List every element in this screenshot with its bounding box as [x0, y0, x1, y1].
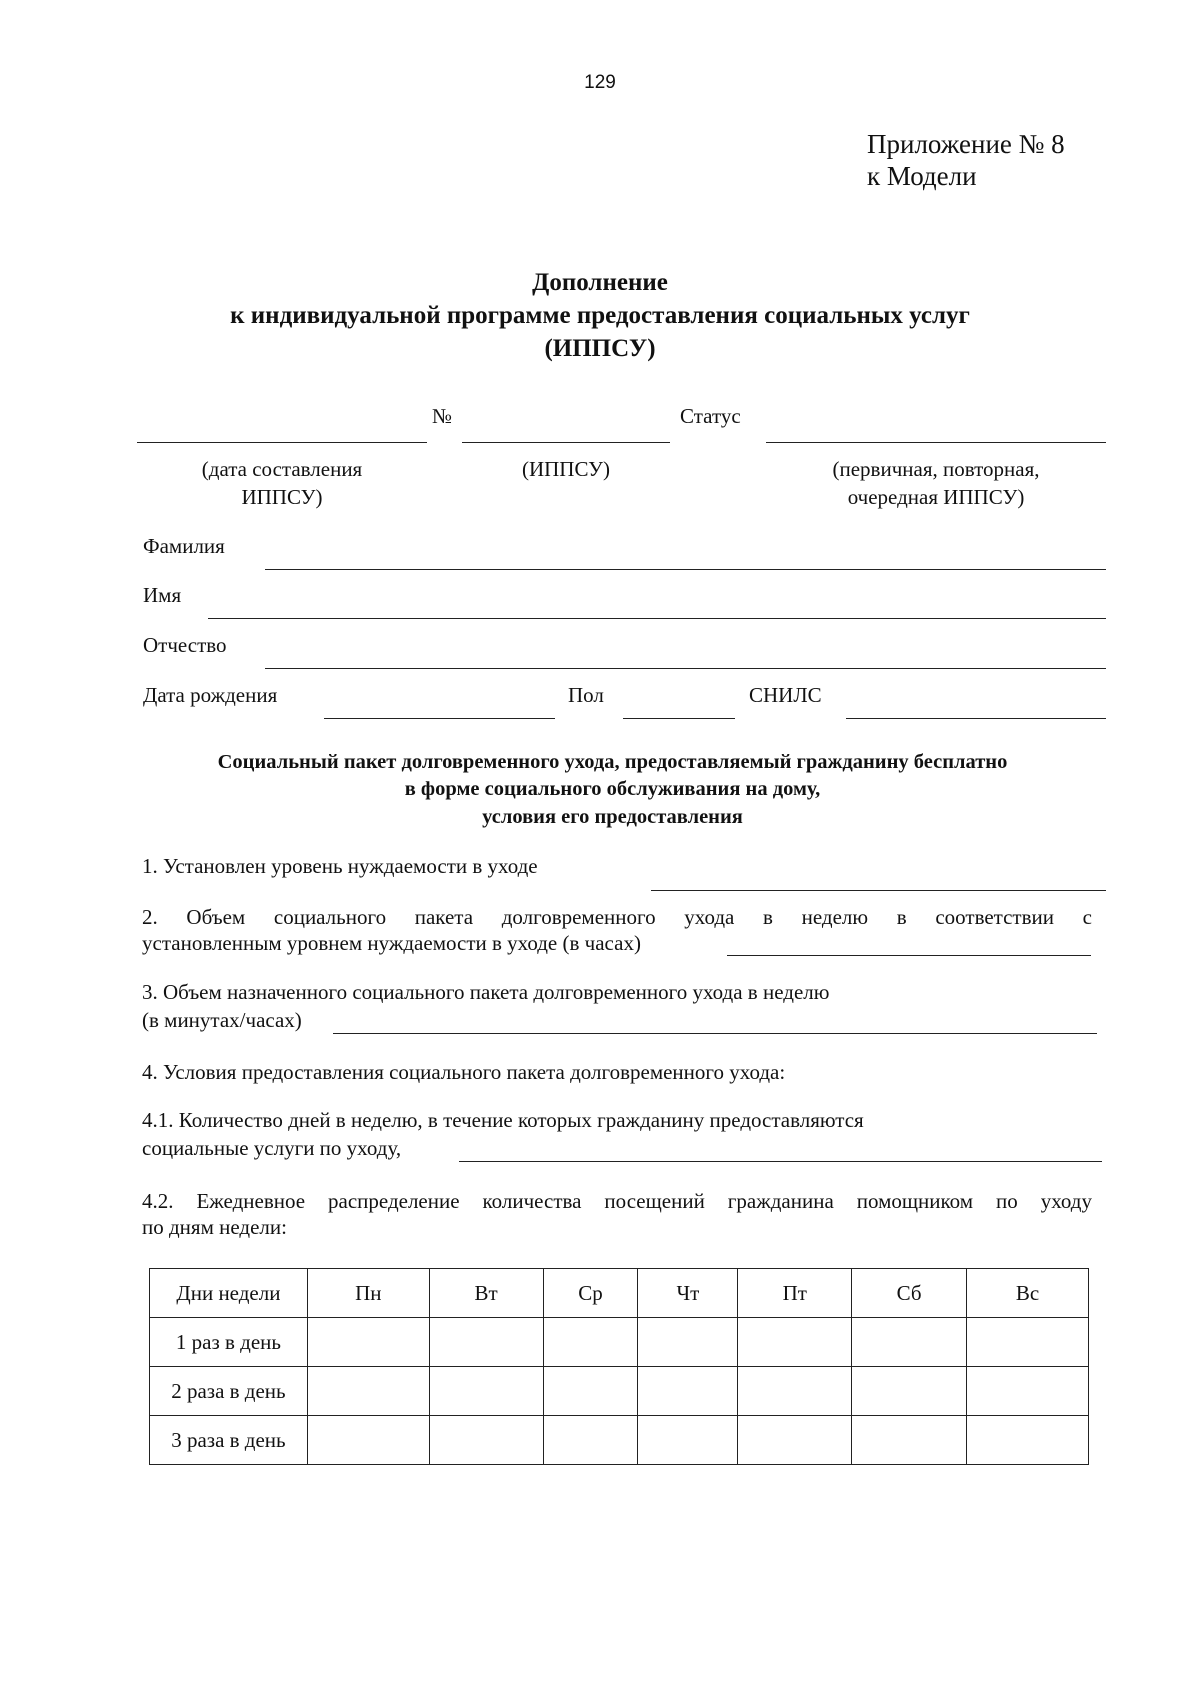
annex-number: Приложение № 8 [867, 129, 1065, 159]
patronymic-field-line[interactable] [265, 668, 1106, 669]
table-cell[interactable] [638, 1318, 738, 1367]
snils-label: СНИЛС [749, 683, 822, 707]
item-4-1-line1: 4.1. Количество дней в неделю, в течение которых гражданину предоставляются [142, 1108, 864, 1132]
sex-label: Пол [568, 683, 604, 707]
table-cell[interactable] [738, 1367, 852, 1416]
table-cell[interactable] [543, 1416, 638, 1465]
page-number: 129 [584, 72, 616, 93]
status-caption: (первичная, повторная, очередная ИППСУ) [832, 457, 1040, 509]
document-title: Дополнение [532, 269, 668, 296]
table-cell[interactable] [852, 1318, 967, 1367]
surname-field-line[interactable] [265, 569, 1106, 570]
name-field-line[interactable] [208, 618, 1106, 619]
table-cell[interactable] [852, 1367, 967, 1416]
section-title-line3: условия его предоставления [482, 806, 743, 828]
table-cell[interactable] [967, 1416, 1089, 1465]
item-4-text: 4. Условия предоставления социального пакета долговременного ухода: [142, 1060, 786, 1084]
table-header-cell: Вс [967, 1269, 1089, 1318]
table-row [150, 1318, 1089, 1367]
table-cell[interactable] [738, 1416, 852, 1465]
section-title-line1: Социальный пакет долговременного ухода, предоставляемый гражданину бесплатно [217, 751, 1008, 773]
item-2-line1: 2. Объем социального пакета долговременного ухода в неделю в соответствии с [142, 905, 1092, 929]
table-cell[interactable] [967, 1318, 1089, 1367]
table-header-cell: Сб [852, 1269, 967, 1318]
table-cell[interactable] [638, 1416, 738, 1465]
table-row [150, 1416, 1089, 1465]
date-field-line[interactable] [137, 442, 427, 443]
row-label: 1 раз в день [150, 1318, 308, 1367]
table-cell[interactable] [543, 1367, 638, 1416]
status-label: Статус [680, 404, 741, 428]
table-header-cell: Ср [543, 1269, 638, 1318]
table-cell[interactable] [307, 1416, 429, 1465]
days-per-week-field-line[interactable] [459, 1161, 1102, 1162]
visits-table [149, 1268, 1089, 1465]
table-header-cell: Пн [307, 1269, 429, 1318]
ippsu-caption: (ИППСУ) [521, 457, 611, 481]
table-cell[interactable] [967, 1367, 1089, 1416]
table-header-cell: Пт [738, 1269, 852, 1318]
document-abbreviation: (ИППСУ) [544, 335, 656, 362]
surname-label: Фамилия [143, 534, 225, 558]
table-cell[interactable] [307, 1318, 429, 1367]
item-3-line1: 3. Объем назначенного социального пакета долговременного ухода в неделю [142, 980, 830, 1004]
section-title-line2: в форме социального обслуживания на дому, [404, 778, 821, 800]
document-subtitle: к индивидуальной программе предоставления социальных услуг [230, 302, 970, 329]
number-field-line[interactable] [462, 442, 670, 443]
assigned-volume-field-line[interactable] [333, 1033, 1097, 1034]
table-header-cell: Чт [638, 1269, 738, 1318]
snils-field-line[interactable] [846, 718, 1106, 719]
number-label: № [432, 404, 453, 428]
annex-reference: к Модели [867, 161, 977, 191]
date-caption: (дата составления ИППСУ) [201, 457, 363, 509]
table-header-cell: Вт [429, 1269, 543, 1318]
table-cell[interactable] [638, 1367, 738, 1416]
table-cell[interactable] [307, 1367, 429, 1416]
item-3-line2: (в минутах/часах) [142, 1008, 302, 1032]
table-header-cell: Дни недели [150, 1269, 308, 1318]
status-field-line[interactable] [766, 442, 1106, 443]
birth-date-field-line[interactable] [324, 718, 555, 719]
table-cell[interactable] [429, 1367, 543, 1416]
row-label: 3 раза в день [150, 1416, 308, 1465]
sex-field-line[interactable] [623, 718, 735, 719]
patronymic-label: Отчество [143, 633, 227, 657]
table-cell[interactable] [543, 1318, 638, 1367]
birth-date-label: Дата рождения [143, 683, 278, 707]
table-cell[interactable] [852, 1416, 967, 1465]
table-header-row [150, 1269, 1089, 1318]
item-4-2-line2: по дням недели: [142, 1215, 287, 1239]
table-cell[interactable] [429, 1318, 543, 1367]
table-row [150, 1367, 1089, 1416]
table-cell[interactable] [429, 1416, 543, 1465]
item-2-line2: установленным уровнем нуждаемости в уходе (в часах) [142, 931, 641, 955]
item-4-1-line2: социальные услуги по уходу, [142, 1136, 402, 1160]
item-4-2-line1: 4.2. Ежедневное распределение количества посещений гражданина помощником по уходу [142, 1189, 1092, 1213]
care-level-field-line[interactable] [651, 890, 1106, 891]
row-label: 2 раза в день [150, 1367, 308, 1416]
name-label: Имя [143, 583, 182, 607]
item-1-text: 1. Установлен уровень нуждаемости в уходе [142, 854, 538, 878]
table-cell[interactable] [738, 1318, 852, 1367]
weekly-hours-field-line[interactable] [727, 955, 1091, 956]
